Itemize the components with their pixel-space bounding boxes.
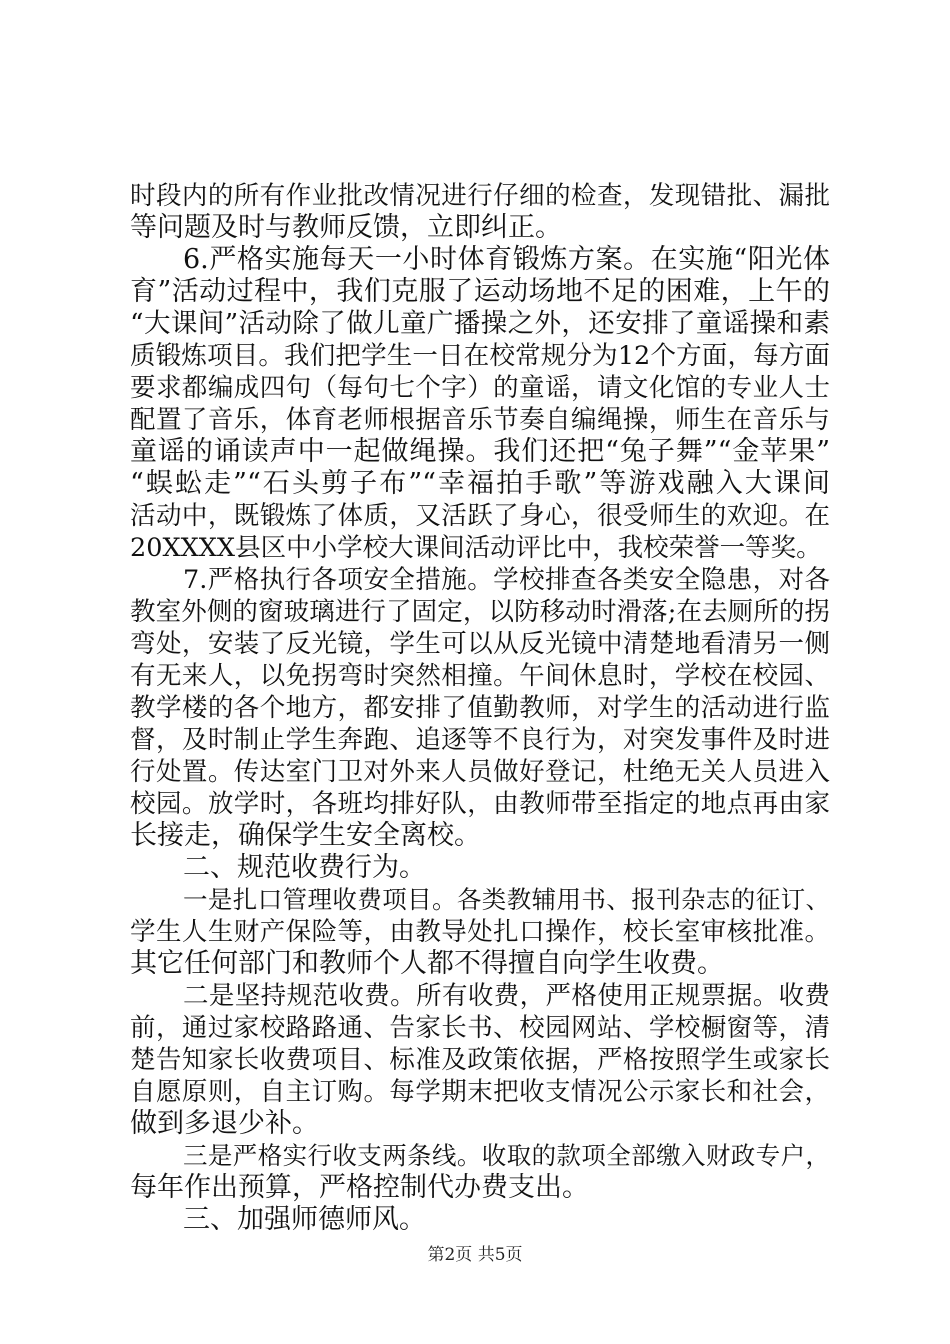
body-line: “大课间”活动除了做儿童广播操之外，还安排了童谣操和素 — [130, 308, 830, 339]
section-heading: 二、规范收费行为。 — [183, 852, 426, 883]
body-line: 前，通过家校路路通、告家长书、校园网站、学校橱窗等，清 — [130, 1013, 830, 1043]
body-line: 长接走，确保学生安全离校。 — [130, 820, 481, 851]
body-line: 督，及时制止学生奔跑、追逐等不良行为，对突发事件及时进 — [130, 725, 830, 755]
body-line: 其它任何部门和教师个人都不得擅自向学生收费。 — [130, 948, 724, 979]
body-line: 育”活动过程中，我们克服了运动场地不足的困难，上午的 — [130, 276, 830, 307]
body-line: 童谣的诵读声中一起做绳操。我们还把“兔子舞”“金苹果” — [130, 436, 830, 467]
body-line: 弯处，安装了反光镜，学生可以从反光镜中清楚地看清另一侧 — [130, 629, 830, 659]
body-line: 教室外侧的窗玻璃进行了固定，以防移动时滑落;在去厕所的拐 — [130, 597, 830, 627]
body-line: 6.严格实施每天一小时体育锻炼方案。在实施“阳光体 — [183, 244, 830, 275]
body-line: 行处置。传达室门卫对外来人员做好登记，杜绝无关人员进入 — [130, 757, 830, 787]
body-line: “蜈蚣走”“石头剪子布”“幸福拍手歌”等游戏融入大课间 — [130, 468, 830, 499]
body-line: 一是扎口管理收费项目。各类教辅用书、报刊杂志的征订、 — [183, 885, 830, 914]
body-line: 20XXXX县区中小学校大课间活动评比中，我校荣誉一等奖。 — [130, 533, 822, 563]
body-line: 时段内的所有作业批改情况进行仔细的检查，发现错批、漏批 — [130, 181, 830, 211]
body-line: 要求都编成四句（每句七个字）的童谣，请文化馆的专业人士 — [130, 373, 830, 403]
body-line: 活动中，既锻炼了体质，又活跃了身心，很受师生的欢迎。在 — [130, 501, 830, 531]
body-line: 自愿原则，自主订购。每学期末把收支情况公示家长和社会， — [130, 1077, 830, 1107]
body-line: 有无来人，以免拐弯时突然相撞。午间休息时，学校在校园、 — [130, 661, 830, 691]
section-heading: 三、加强师德师风。 — [183, 1204, 426, 1235]
body-line: 校园。放学时，各班均排好队，由教师带至指定的地点再由家 — [130, 789, 830, 819]
page-footer: 第2页 共5页 — [427, 1245, 523, 1265]
body-line: 楚告知家长收费项目、标准及政策依据，严格按照学生或家长 — [130, 1045, 830, 1075]
body-line: 三是严格实行收支两条线。收取的款项全部缴入财政专户， — [183, 1141, 830, 1170]
body-line: 7.严格执行各项安全措施。学校排查各类安全隐患，对各 — [183, 565, 830, 595]
body-line: 质锻炼项目。我们把学生一日在校常规分为12个方面，每方面 — [130, 341, 830, 371]
body-line: 二是坚持规范收费。所有收费，严格使用正规票据。收费 — [183, 981, 830, 1011]
body-line: 等问题及时与教师反馈，立即纠正。 — [130, 212, 562, 243]
body-line: 学生人生财产保险等，由教导处扎口操作，校长室审核批准。 — [130, 917, 830, 947]
body-line: 每年作出预算，严格控制代办费支出。 — [130, 1172, 589, 1203]
body-line: 配置了音乐，体育老师根据音乐节奏自编绳操，师生在音乐与 — [130, 405, 830, 435]
body-line: 教学楼的各个地方，都安排了值勤教师，对学生的活动进行监 — [130, 693, 830, 723]
body-line: 做到多退少补。 — [130, 1108, 319, 1139]
